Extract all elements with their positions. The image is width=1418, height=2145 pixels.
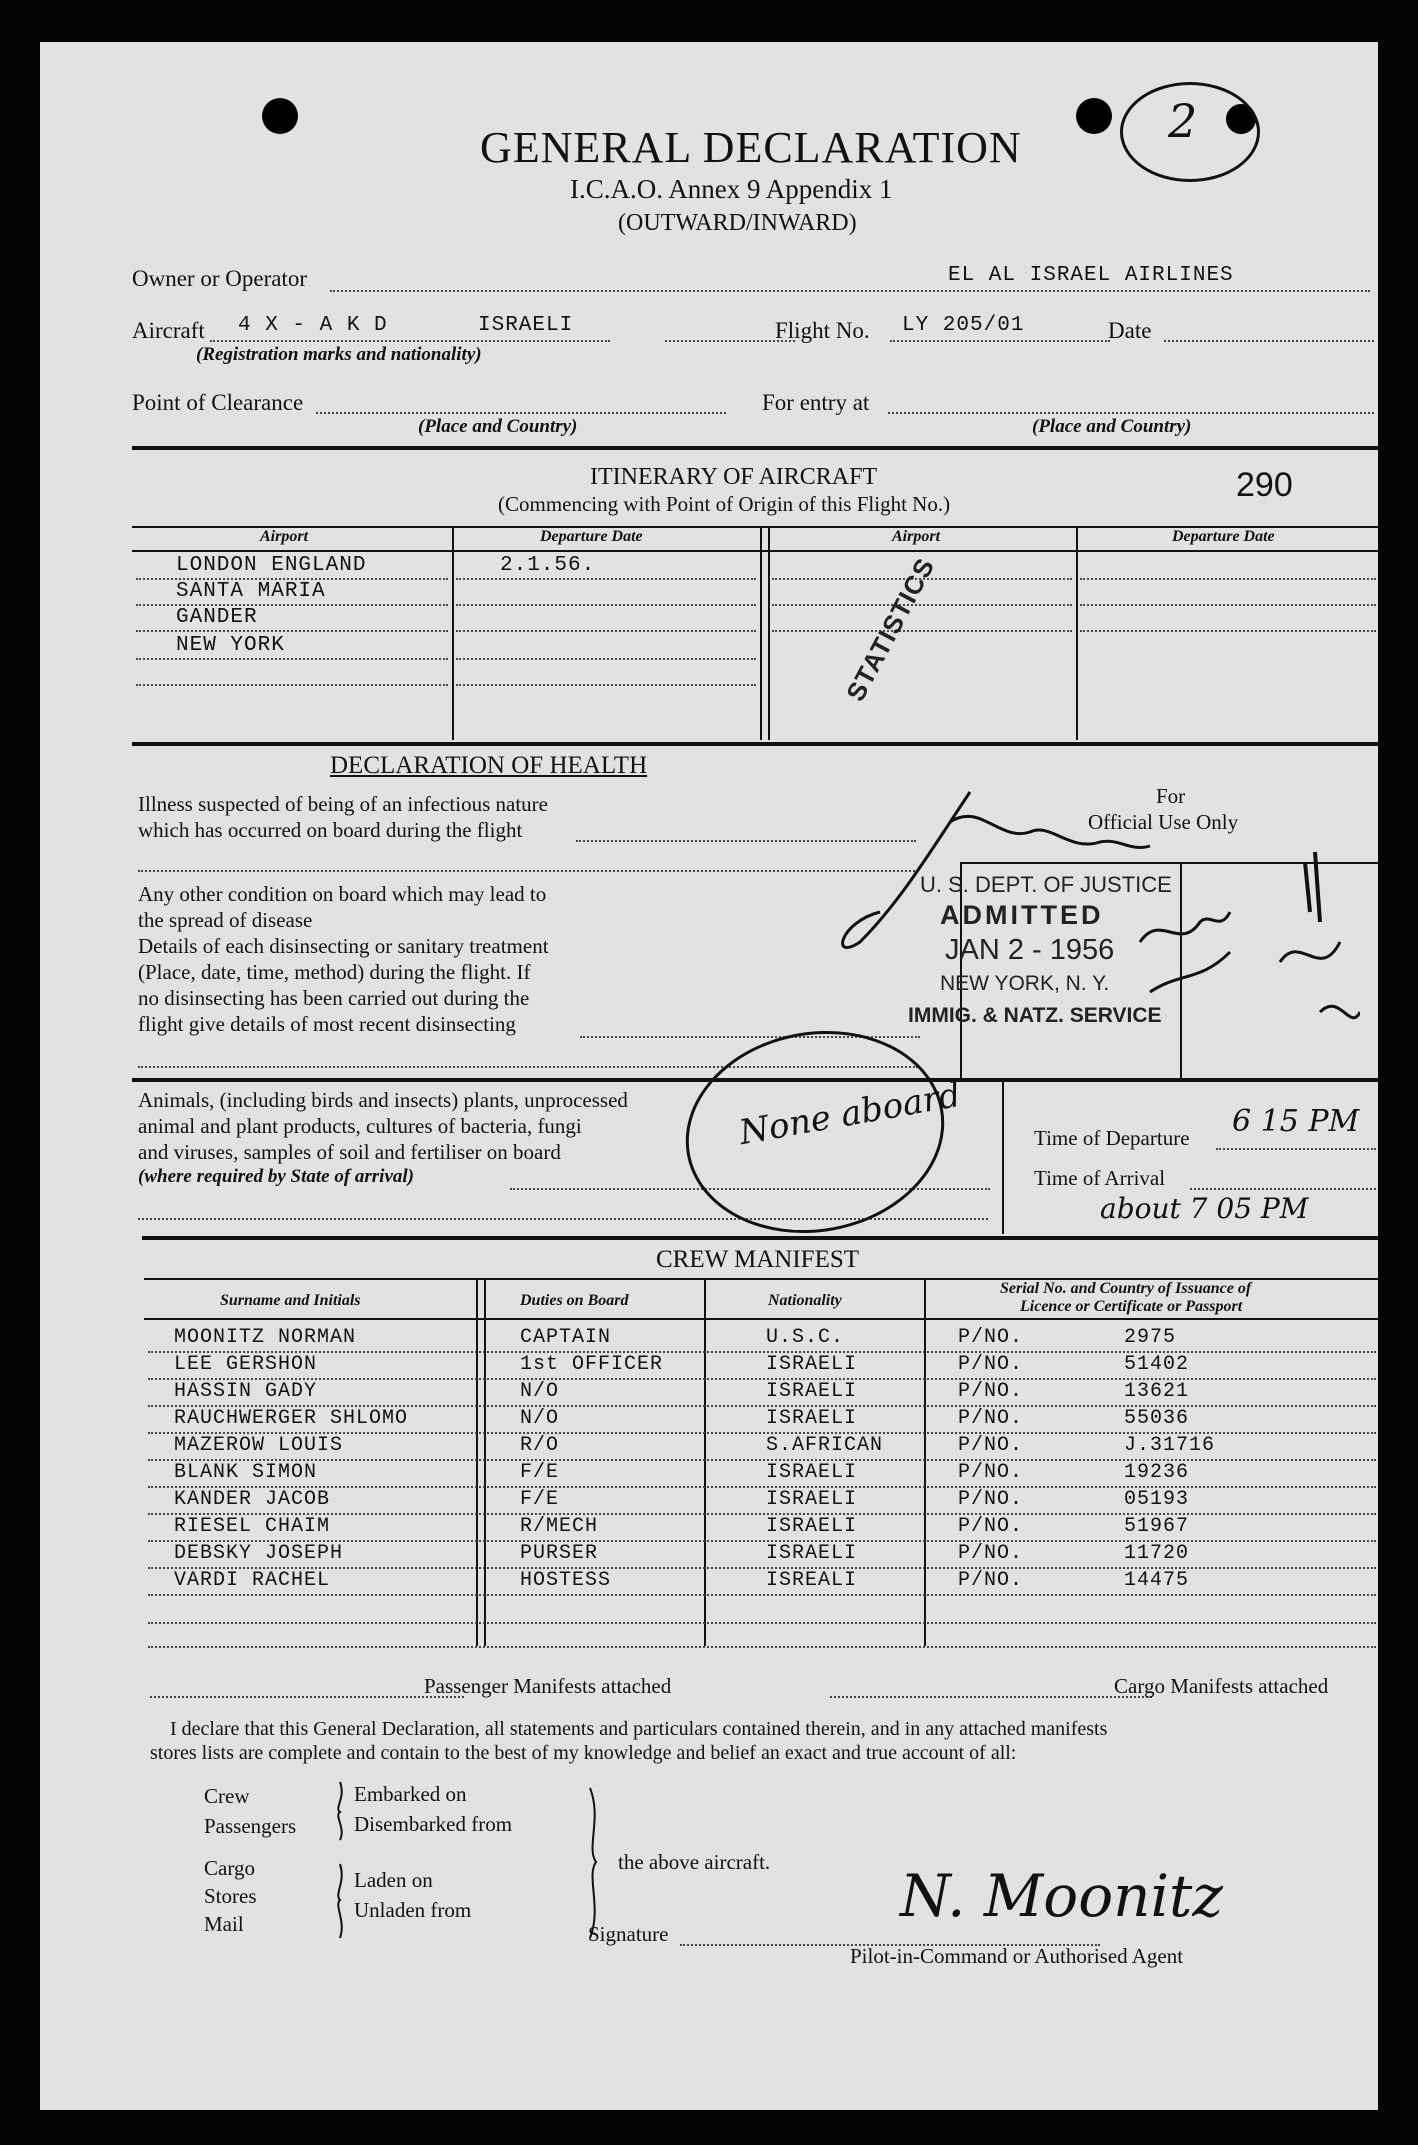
itinerary-header-bottom [132, 550, 1378, 552]
crew-duty: CAPTAIN [520, 1326, 612, 1349]
itinerary-airport: GANDER [176, 606, 258, 629]
crew-duty: F/E [520, 1488, 560, 1511]
itinerary-number: 290 [1236, 466, 1293, 504]
crew-number: J.31716 [1124, 1434, 1216, 1457]
crew-name: MAZEROW LOUIS [174, 1434, 344, 1457]
itin-dots [1080, 630, 1376, 632]
official-use-for: For [1156, 784, 1186, 808]
times-box-left [1002, 1078, 1004, 1234]
animals-line1: Animals, (including birds and insects) plants, unprocessed [138, 1088, 628, 1112]
pilot-label: Pilot-in-Command or Authorised Agent [850, 1944, 1184, 1968]
crew-nationality: U.S.C. [766, 1326, 845, 1349]
itinerary-col-2 [760, 526, 762, 740]
aircraft-dots [210, 340, 610, 342]
crew-duty: 1st OFFICER [520, 1353, 664, 1376]
table-row [40, 1542, 1378, 1569]
crew-duty: R/O [520, 1434, 560, 1457]
crew-name: DEBSKY JOSEPH [174, 1542, 344, 1565]
crew-header-bottom [144, 1318, 1378, 1320]
crew-name: KANDER JACOB [174, 1488, 331, 1511]
passenger-manifests: Passenger Manifests attached [424, 1674, 672, 1698]
animals-line2: animal and plant products, cultures of bacteria, fungi [138, 1114, 582, 1138]
signature-label: Signature [588, 1922, 669, 1946]
admission-stamp-line1: U. S. DEPT. OF JUSTICE [920, 872, 1172, 897]
itinerary-date: 2.1.56. [500, 554, 596, 577]
health-illness-2: which has occurred on board during the flight [138, 818, 523, 842]
declaration-disembarked: Disembarked from [354, 1812, 513, 1836]
date-dots [1164, 340, 1374, 342]
crew-doc: P/NO. [958, 1326, 1024, 1349]
crew-col-serial-2: Licence or Certificate or Passport [1020, 1298, 1243, 1315]
itin-dots [456, 630, 756, 632]
table-row [40, 1569, 1378, 1596]
table-row [40, 1326, 1378, 1353]
itin-dots [456, 604, 756, 606]
rule-itinerary-top [132, 446, 1378, 450]
passenger-dots [150, 1696, 464, 1698]
itin-dots [136, 684, 448, 686]
form-direction: (OUTWARD/INWARD) [618, 210, 857, 236]
health-other-2: the spread of disease [138, 908, 313, 932]
itin-dots [1080, 578, 1376, 580]
health-disinsect-3: no disinsecting has been carried out during the [138, 986, 530, 1010]
crew-nationality: ISRAELI [766, 1488, 858, 1511]
aircraft-nationality: ISRAELI [478, 314, 574, 337]
table-row [40, 1515, 1378, 1542]
owner-dots [330, 290, 1370, 292]
declaration-laden: Laden on [354, 1868, 433, 1892]
registration-note: (Registration marks and nationality) [196, 344, 482, 365]
itin-dots [456, 658, 756, 660]
admission-stamp-line5: IMMIG. & NATZ. SERVICE [908, 1004, 1162, 1027]
crew-doc: P/NO. [958, 1461, 1024, 1484]
crew-row-rule [148, 1594, 1376, 1596]
crew-name: VARDI RACHEL [174, 1569, 331, 1592]
crew-number: 51402 [1124, 1353, 1190, 1376]
animals-line3: and viruses, samples of soil and fertiliser on board [138, 1140, 561, 1164]
itin-dots [136, 604, 448, 606]
crew-doc: P/NO. [958, 1434, 1024, 1457]
pilot-signature: N. Moonitz [900, 1862, 1223, 1930]
crew-name: BLANK SIMON [174, 1461, 318, 1484]
health-disinsect-1: Details of each disinsecting or sanitary treatment [138, 934, 549, 958]
crew-doc: P/NO. [958, 1407, 1024, 1430]
date-label: Date [1108, 318, 1152, 343]
crew-nationality: ISREALI [766, 1569, 858, 1592]
declaration-embarked: Embarked on [354, 1782, 467, 1806]
itin-dots [456, 578, 756, 580]
official-use-label: Official Use Only [1088, 810, 1239, 834]
crew-duty: PURSER [520, 1542, 599, 1565]
departure-time-value: 6 15 PM [1232, 1104, 1360, 1139]
crew-name: HASSIN GADY [174, 1380, 318, 1403]
declaration-line1: I declare that this General Declaration, all statements and particulars contained therein, and in any attached manifests [170, 1718, 1108, 1740]
crew-number: 19236 [1124, 1461, 1190, 1484]
table-row [40, 1461, 1378, 1488]
itinerary-col-date-2: Departure Date [1172, 528, 1275, 545]
itin-dots [136, 578, 448, 580]
itinerary-airport: SANTA MARIA [176, 580, 326, 603]
departure-dots [1216, 1148, 1376, 1150]
crew-title: CREW MANIFEST [656, 1246, 860, 1273]
itinerary-title: ITINERARY OF AIRCRAFT [590, 464, 878, 490]
crew-nationality: ISRAELI [766, 1515, 858, 1538]
declaration-cargo: Cargo [204, 1856, 255, 1880]
crew-name: RIESEL CHAIM [174, 1515, 331, 1538]
itinerary-airport: NEW YORK [176, 634, 285, 657]
owner-label: Owner or Operator [132, 266, 307, 291]
arrival-time-label: Time of Arrival [1034, 1166, 1166, 1190]
table-row [40, 1407, 1378, 1434]
official-handwriting [800, 762, 1360, 1082]
departure-time-label: Time of Departure [1034, 1126, 1190, 1150]
itinerary-col-airport-1: Airport [260, 528, 309, 545]
punch-hole-right [1076, 98, 1112, 134]
crew-number: 05193 [1124, 1488, 1190, 1511]
arrival-time-value: about 7 05 PM [1100, 1192, 1309, 1225]
crew-nationality: ISRAELI [766, 1380, 858, 1403]
table-row [40, 1380, 1378, 1407]
itinerary-airport: LONDON ENGLAND [176, 554, 367, 577]
crew-nationality: ISRAELI [766, 1353, 858, 1376]
crew-nationality: S.AFRICAN [766, 1434, 884, 1457]
admission-stamp-line4: NEW YORK, N. Y. [940, 972, 1110, 995]
crew-duty: N/O [520, 1407, 560, 1430]
statistics-stamp: STATISTICS [840, 552, 941, 707]
crew-doc: P/NO. [958, 1515, 1024, 1538]
crew-nationality: ISRAELI [766, 1542, 858, 1565]
flight-no-dots [890, 340, 1110, 342]
crew-doc: P/NO. [958, 1380, 1024, 1403]
itin-dots [1080, 604, 1376, 606]
declaration-form [40, 42, 1378, 2110]
entry-dots [888, 412, 1374, 414]
entry-label: For entry at [762, 390, 870, 415]
crew-name: MOONITZ NORMAN [174, 1326, 357, 1349]
crew-nationality: ISRAELI [766, 1407, 858, 1430]
crew-duty: HOSTESS [520, 1569, 612, 1592]
crew-duty: F/E [520, 1461, 560, 1484]
owner-value: EL AL ISRAEL AIRLINES [948, 264, 1234, 287]
crew-doc: P/NO. [958, 1569, 1024, 1592]
corner-note: 2 [1168, 94, 1198, 148]
rule-health-top [132, 742, 1378, 746]
health-title: DECLARATION OF HEALTH [330, 752, 648, 779]
itinerary-col-2b [768, 526, 770, 740]
crew-col-nationality: Nationality [768, 1292, 842, 1309]
crew-col-duty: Duties on Board [520, 1292, 629, 1309]
declaration-stores: Stores [204, 1884, 257, 1908]
entry-place-note: (Place and Country) [1032, 416, 1192, 437]
itinerary-subtitle: (Commencing with Point of Origin of this Flight No.) [498, 492, 951, 516]
crew-nationality: ISRAELI [766, 1461, 858, 1484]
itin-dots [136, 630, 448, 632]
itin-dots [136, 658, 448, 660]
itinerary-col-airport-2: Airport [892, 528, 941, 545]
admission-stamp-line3: JAN 2 - 1956 [945, 934, 1115, 966]
crew-number: 51967 [1124, 1515, 1190, 1538]
flight-no-value: LY 205/01 [902, 314, 1025, 337]
health-disinsect-2: (Place, date, time, method) during the flight. If [138, 960, 531, 984]
health-other-1: Any other condition on board which may lead to [138, 882, 547, 906]
declaration-crew: Crew [204, 1784, 250, 1808]
itinerary-col-1 [452, 526, 454, 740]
health-illness-1: Illness suspected of being of an infectious nature [138, 792, 548, 816]
itinerary-col-date-1: Departure Date [540, 528, 643, 545]
punch-hole-left [262, 98, 298, 134]
declaration-above-aircraft: the above aircraft. [618, 1850, 771, 1874]
form-title: GENERAL DECLARATION [480, 123, 1022, 172]
itin-dots [772, 604, 1072, 606]
cargo-manifests: Cargo Manifests attached [1114, 1674, 1329, 1698]
crew-name: RAUCHWERGER SHLOMO [174, 1407, 409, 1430]
crew-empty-row [148, 1646, 1376, 1648]
declaration-line2: stores lists are complete and contain to the best of my knowledge and belief an exact and true account of all: [150, 1742, 1017, 1764]
animals-line4: (where required by State of arrival) [138, 1166, 415, 1187]
health-disinsect-4: flight give details of most recent disinsecting [138, 1012, 516, 1036]
crew-number: 14475 [1124, 1569, 1190, 1592]
aircraft-label: Aircraft [132, 318, 205, 343]
table-row [40, 1434, 1378, 1461]
crew-col-serial-1: Serial No. and Country of Issuance of [1000, 1280, 1252, 1297]
crew-duty: N/O [520, 1380, 560, 1403]
handwritten-note: None aboard [736, 1074, 964, 1154]
arrival-dots [1190, 1188, 1376, 1190]
table-row [40, 1488, 1378, 1515]
clearance-dots [316, 412, 726, 414]
crew-doc: P/NO. [958, 1353, 1024, 1376]
crew-number: 13621 [1124, 1380, 1190, 1403]
itin-dots [456, 684, 756, 686]
crew-number: 11720 [1124, 1542, 1190, 1565]
crew-doc: P/NO. [958, 1488, 1024, 1511]
crew-duty: R/MECH [520, 1515, 599, 1538]
flight-no-label: Flight No. [775, 318, 870, 343]
itinerary-col-3 [1076, 526, 1078, 740]
crew-empty-row [148, 1622, 1376, 1624]
table-row [40, 1353, 1378, 1380]
itin-dots [772, 630, 1072, 632]
crew-number: 55036 [1124, 1407, 1190, 1430]
form-subtitle: I.C.A.O. Annex 9 Appendix 1 [570, 174, 893, 204]
declaration-mail: Mail [204, 1912, 244, 1936]
crew-doc: P/NO. [958, 1542, 1024, 1565]
rule-crew-top [142, 1236, 1378, 1240]
crew-name: LEE GERSHON [174, 1353, 318, 1376]
cargo-dots [830, 1696, 1152, 1698]
declaration-unladen: Unladen from [354, 1898, 472, 1922]
crew-col-name: Surname and Initials [220, 1292, 361, 1309]
clearance-place-note: (Place and Country) [418, 416, 578, 437]
aircraft-registration: 4 X - A K D [238, 314, 388, 337]
clearance-label: Point of Clearance [132, 390, 304, 415]
declaration-passengers: Passengers [204, 1814, 297, 1838]
crew-number: 2975 [1124, 1326, 1177, 1349]
admission-stamp-line2: ADMITTED [940, 900, 1104, 930]
